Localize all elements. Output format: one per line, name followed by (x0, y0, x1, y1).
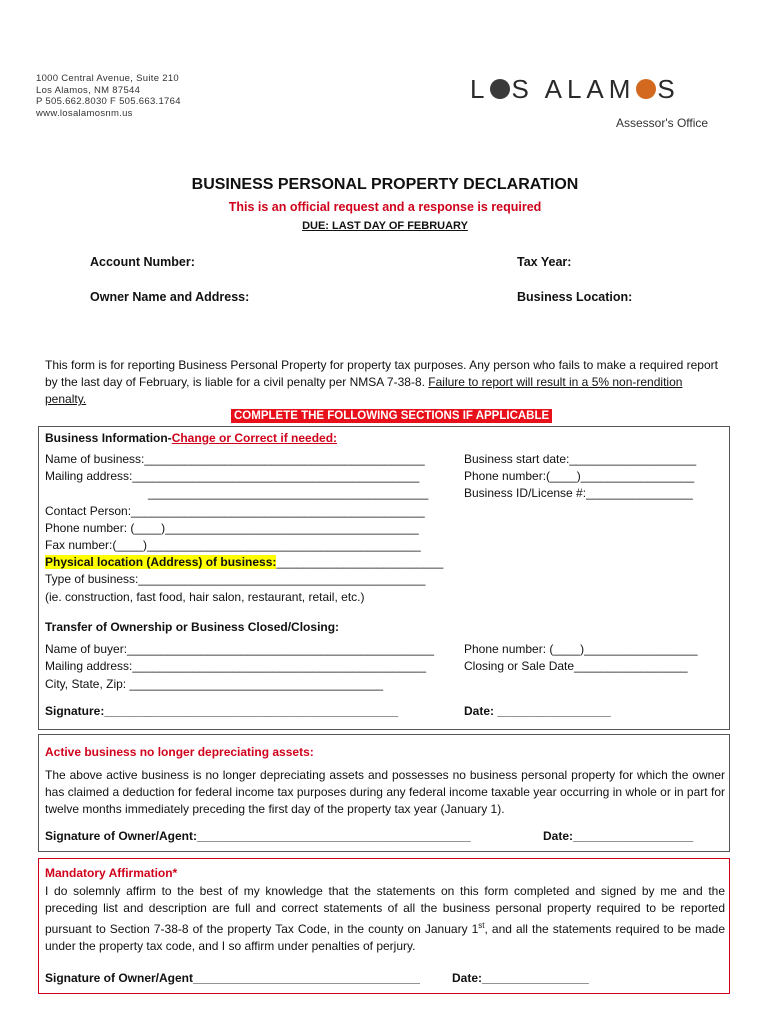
intro-paragraph: This form is for reporting Business Personal Property for property tax purposes. Any person who fails to make a required report by the last day of February, is liable for a civil penalty per NMSA 7-38-8. Failure to report will result in a 5% non-rendition penalty. (45, 358, 718, 406)
logo-globe-icon (490, 79, 510, 99)
business-type-examples: (ie. construction, fast food, hair salon, restaurant, retail, etc.) (45, 590, 365, 604)
business-start-date-field[interactable]: Business start date:___________________ (464, 452, 697, 466)
mailing-address-field[interactable]: Mailing address:___________________________________________ (45, 469, 420, 483)
affirmation-date-field[interactable]: Date:________________ (452, 971, 589, 985)
assessor-office-label: Assessor's Office (616, 116, 709, 130)
affirmation-text: I do solemnly affirm to the best of my knowledge that the statements on this form completed and signed by me and the preceding list and description are full and correct statements of all the business personal property required to be reported pursuant to Section 7-38-8 of the property Tax Code, in the county on January 1st, and all the statements required to be made under the property tax code, and I so affirm under penalties of perjury. (45, 884, 726, 953)
mailing-address-line2-field[interactable]: __________________________________________ (148, 486, 429, 500)
los-alamos-logo: L S ALAM S (470, 74, 680, 104)
buyer-phone-field[interactable]: Phone number: (____)_________________ (464, 642, 698, 656)
buyer-name-field[interactable]: Name of buyer:______________________________________________ (45, 642, 435, 656)
contact-phone-field[interactable]: Phone number: (____)______________________________________ (45, 521, 419, 535)
business-phone-field[interactable]: Phone number:(____)_________________ (464, 469, 695, 483)
website-link[interactable]: www.losalamosnm.us (36, 107, 133, 119)
active-signature-field[interactable]: Signature of Owner/Agent:_________________________________________ (45, 829, 471, 843)
address-line: Los Alamos, NM 87544 (36, 84, 141, 96)
active-date-field[interactable]: Date:__________________ (543, 829, 694, 843)
transfer-signature-field[interactable]: Signature:____________________________________________ (45, 704, 398, 718)
business-name-field[interactable]: Name of business:__________________________________________ (45, 452, 425, 466)
address-line: 1000 Central Avenue, Suite 210 (36, 73, 179, 84)
closing-date-field[interactable]: Closing or Sale Date_________________ (464, 659, 688, 673)
city-state-zip-field[interactable]: City, State, Zip: ______________________________________ (45, 677, 384, 691)
complete-sections-banner: COMPLETE THE FOLLOWING SECTIONS IF APPLICABLE (231, 409, 552, 423)
logo-leaf-icon (636, 79, 656, 99)
affirmation-heading: Mandatory Affirmation* (45, 866, 178, 880)
business-license-field[interactable]: Business ID/License #:________________ (464, 486, 693, 500)
tax-year-label: Tax Year: (517, 255, 572, 269)
address-line: P 505.662.8030 F 505.663.1764 (36, 96, 181, 107)
buyer-mailing-field[interactable]: Mailing address:____________________________________________ (45, 659, 427, 673)
form-title: BUSINESS PERSONAL PROPERTY DECLARATION (191, 176, 579, 193)
fax-number-field[interactable]: Fax number:(____)_________________________________________ (45, 538, 421, 552)
account-number-label: Account Number: (90, 255, 195, 269)
office-address (36, 73, 181, 119)
business-type-field[interactable]: Type of business:___________________________________________ (45, 572, 426, 586)
active-business-text: The above active business is no longer depreciating assets and possesses no business personal property for which the owner has claimed a deduction for federal income tax purposes during any federal income taxable year occurring in whole or in part for twelve months immediately preceding the first day of the property tax year (January 1). (45, 768, 725, 816)
affirmation-signature-field[interactable]: Signature of Owner/Agent__________________________________ (45, 971, 420, 985)
business-location-label: Business Location: (517, 290, 633, 304)
physical-location-field[interactable]: Physical location (Address) of business:_________________________ (45, 555, 444, 569)
business-info-heading: Business Information-Change or Correct if needed: (45, 431, 338, 445)
form-subtitle: This is an official request and a response is required (228, 200, 542, 214)
transfer-date-field[interactable]: Date: _________________ (464, 704, 611, 718)
contact-person-field[interactable]: Contact Person:____________________________________________ (45, 504, 425, 518)
transfer-heading: Transfer of Ownership or Business Closed/Closing: (45, 620, 340, 634)
due-date: DUE: LAST DAY OF FEBRUARY (302, 220, 468, 232)
owner-name-label: Owner Name and Address: (90, 290, 250, 304)
active-business-heading: Active business no longer depreciating assets: (45, 745, 314, 759)
